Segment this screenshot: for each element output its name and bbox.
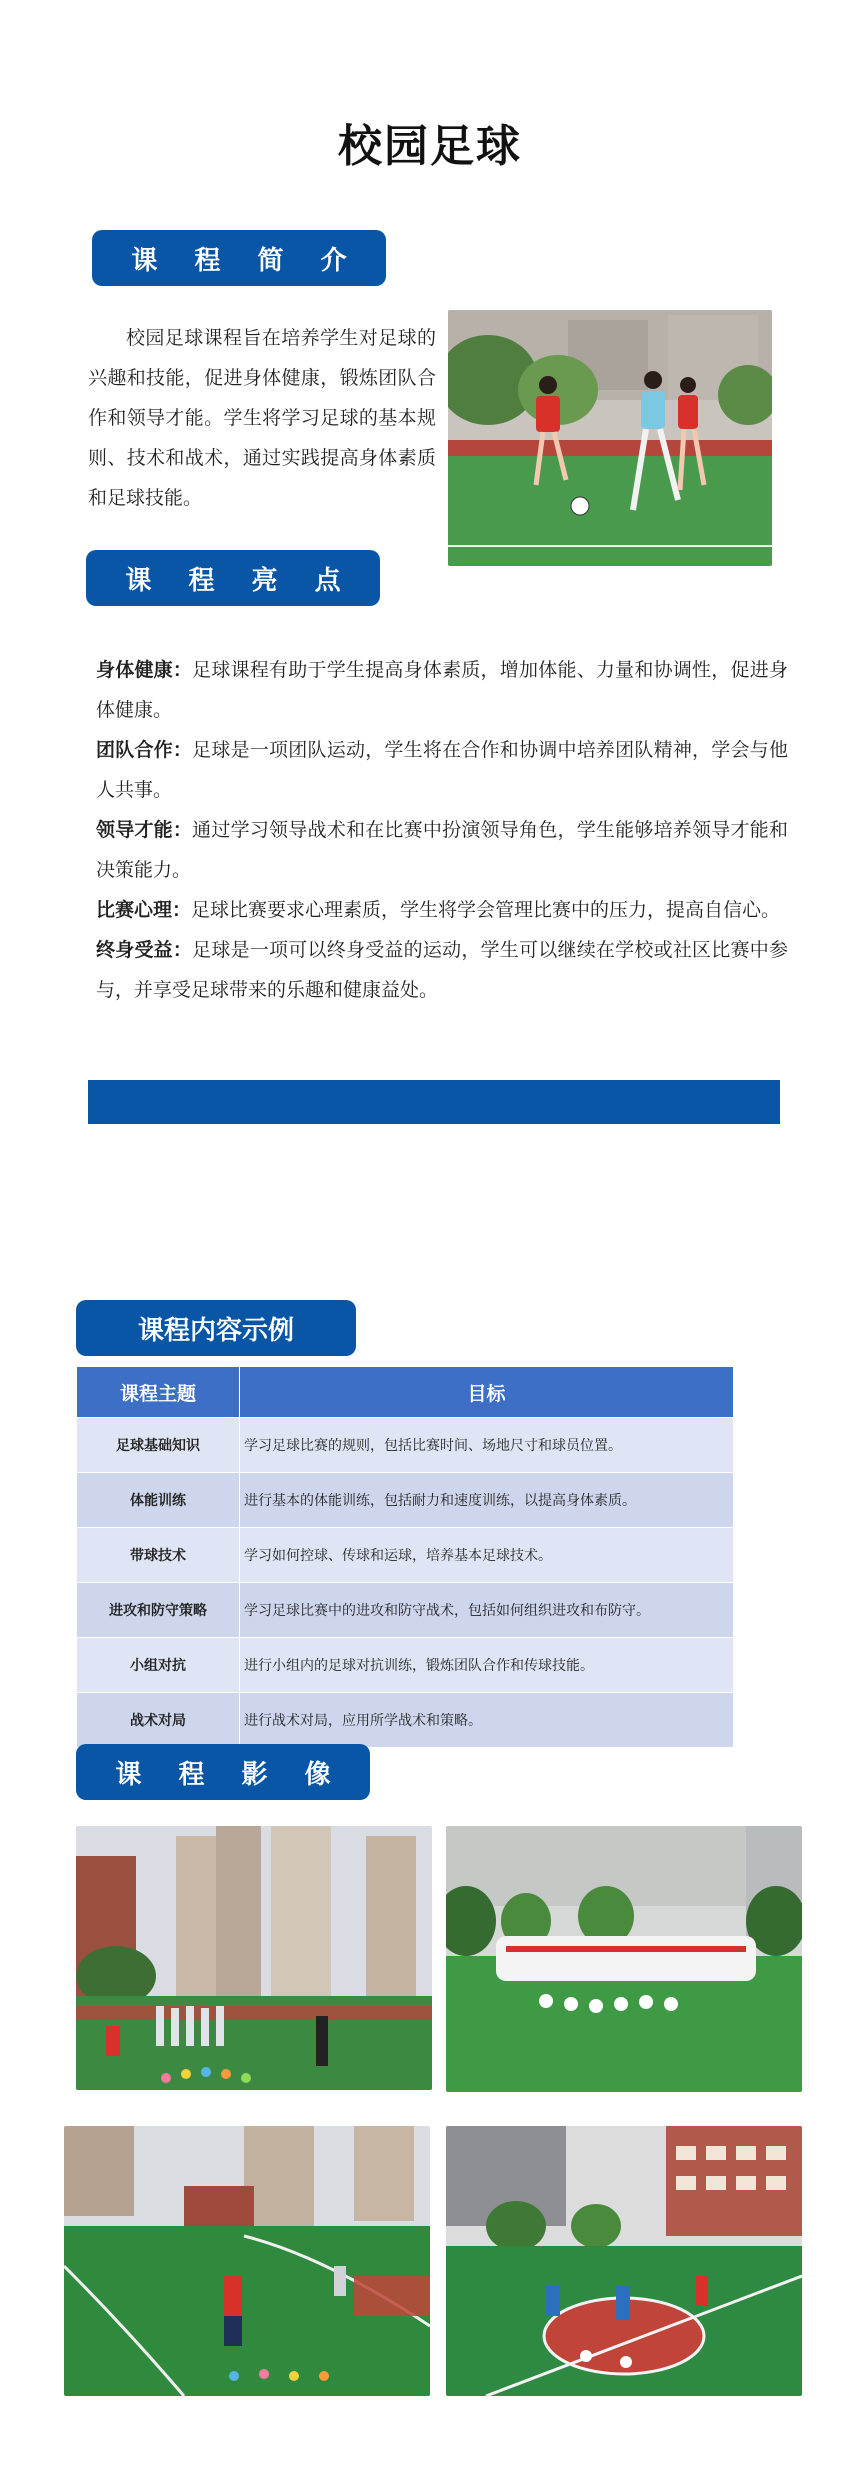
topic-cell: 进攻和防守策略 xyxy=(77,1583,240,1638)
gallery-photo-team xyxy=(446,1826,802,2092)
highlight-item xyxy=(96,930,788,1010)
goal-cell: 学习如何控球、传球和运球，培养基本足球技术。 xyxy=(240,1528,734,1583)
topic-cell: 足球基础知识 xyxy=(77,1418,240,1473)
gallery-photo-warmup xyxy=(76,1826,432,2090)
highlights-list xyxy=(96,650,788,1010)
column-header-topic: 课程主题 xyxy=(77,1367,240,1418)
intro-photo-girls-soccer xyxy=(448,310,772,566)
highlight-term: 团队合作： xyxy=(96,739,193,761)
highlight-item xyxy=(96,890,788,930)
goal-cell: 进行基本的体能训练，包括耐力和速度训练，以提高身体素质。 xyxy=(240,1473,734,1528)
goal-cell: 学习足球比赛中的进攻和防守战术，包括如何组织进攻和布防守。 xyxy=(240,1583,734,1638)
highlight-term: 终身受益： xyxy=(96,939,193,961)
column-header-goal: 目标 xyxy=(240,1367,734,1418)
goal-cell: 进行战术对局，应用所学战术和策略。 xyxy=(240,1693,734,1748)
page-title: 校园足球 xyxy=(338,121,522,172)
gallery-heading: 课 程 影 像 xyxy=(76,1744,370,1800)
course-content-table xyxy=(76,1366,734,1748)
topic-cell: 战术对局 xyxy=(77,1693,240,1748)
table-row xyxy=(77,1693,734,1748)
highlight-text: 足球课程有助于学生提高身体素质，增加体能、力量和协调性，促进身体健康。 xyxy=(96,659,788,721)
divider-bar xyxy=(88,1080,780,1124)
topic-cell: 带球技术 xyxy=(77,1528,240,1583)
highlight-text: 通过学习领导战术和在比赛中扮演领导角色，学生能够培养领导才能和决策能力。 xyxy=(96,819,788,881)
intro-heading: 课 程 简 介 xyxy=(92,230,386,286)
content-heading: 课程内容示例 xyxy=(76,1300,356,1356)
gallery-photo-center-circle xyxy=(446,2126,802,2396)
table-row xyxy=(77,1583,734,1638)
highlight-item xyxy=(96,730,788,810)
highlight-text: 足球比赛要求心理素质，学生将学会管理比赛中的压力，提高自信心。 xyxy=(191,899,781,921)
highlight-term: 比赛心理： xyxy=(96,899,192,921)
table-row xyxy=(77,1638,734,1693)
highlight-term: 领导才能： xyxy=(96,819,193,841)
highlight-text: 足球是一项团队运动，学生将在合作和协调中培养团队精神，学会与他人共事。 xyxy=(96,739,788,801)
table-row xyxy=(77,1473,734,1528)
topic-cell: 体能训练 xyxy=(77,1473,240,1528)
table-row xyxy=(77,1418,734,1473)
intro-paragraph: 校园足球课程旨在培养学生对足球的兴趣和技能，促进身体健康，锻炼团队合作和领导才能。学生将学习足球的基本规则、技术和战术，通过实践提高身体素质和足球技能。 xyxy=(88,327,436,509)
gallery-photo-dribbling xyxy=(64,2126,430,2396)
highlight-item xyxy=(96,650,788,730)
highlight-term: 身体健康： xyxy=(96,659,193,681)
highlight-item xyxy=(96,810,788,890)
highlights-heading: 课 程 亮 点 xyxy=(86,550,380,606)
highlight-text: 足球是一项可以终身受益的运动，学生可以继续在学校或社区比赛中参与，并享受足球带来的乐趣和健康益处。 xyxy=(96,939,788,1001)
goal-cell: 学习足球比赛的规则，包括比赛时间、场地尺寸和球员位置。 xyxy=(240,1418,734,1473)
table-header-row xyxy=(77,1367,734,1418)
table-row xyxy=(77,1528,734,1583)
goal-cell: 进行小组内的足球对抗训练，锻炼团队合作和传球技能。 xyxy=(240,1638,734,1693)
topic-cell: 小组对抗 xyxy=(77,1638,240,1693)
